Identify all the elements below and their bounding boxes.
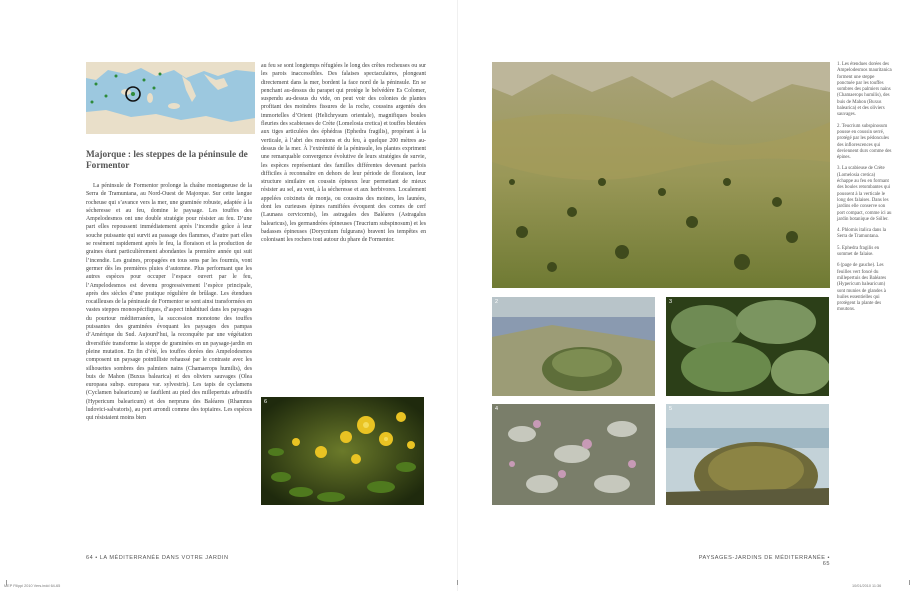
body-paragraph: au feu se sont longtemps réfugiées le long des crêtes rocheuses ou sur les parois inaccessibles. Des falaises spectaculaires, plongeant directement dans la mer, bordent la face nord de la péninsule. En se penchant au-dessus du parapet qui protège le belvédère Es Colomer, suspendu au-dessus du vide, on peut voir des colonies de plantes profitant des moindres fissures de la roche, coussins argentés des immortelles d’Orient (Helichrysum orientale), magnifiques boules fleuries des scabieuses de Crète (Lomelosia cretica) et touffes bleutées aux tiges articulées des éphédras (Ephedra fragilis), propérant à la verticale, à l’abri des moutons et du feu, à quelque 200 mètres au-dessus de la mer. À l’extrémité de la péninsule, les plantes expriment une remarquable convergence évolutive de leurs stratégies de survie, les espèces représentant des familles différentes devenant parfois difficiles à reconnaître en dehors de leur période de floraison, leur structure similaire en coussin épineux leur permettant de mieux résister au sel, au vent, à la sécheresse et aux herbivores. Localement appelées coixinets de monja, ou coussins des moines, les launées, dont les curieuses épines ramifiées évoquent des cornes de cerf (Launaea cervicornis), les astragales des Baléares (Astragalus balearicus), les germandrées épineuses (Teucrium subspinosum) et les badasses épineuses (Dorycnium fulgurans) bravent les tempêtes en colonisant les rochers tout autour du phare de Formentor.: [261, 63, 426, 244]
photo-number: 4: [495, 406, 499, 412]
captions-column: [837, 62, 892, 319]
crop-mark: [909, 580, 915, 585]
photo-number: 5: [669, 406, 673, 412]
photo-number: 2: [495, 299, 499, 305]
body-paragraph: La péninsule de Formentor prolonge la chaîne montagneuse de la Serra de Tramuntana, au Nord-Ouest de Majorque. Sur cette langue rocheuse qui s’avance vers la mer, une graminée robuste, adaptée à la sécheresse et au feu, domine le paysage. Les touffes des Ampelodesmos ont une double stratégie pour résister au feu. D’une part elles repoussent immédiatement après l’incendie grâce à leur souche puissante qui survit au passage des flammes, d’autre part elles se resèment rapidement après le feu, la floraison et la production de graines étant particulièrement abondantes la première année qui suit l’incendie. Les graines, propagées en tous sens par les fourmis, vont germer dès les premières pluies d’automne. Plus performant que les autres espèces pour occuper l’espace ouvert par le feu, l’Ampelodesmos est devenu progressivement l’espèce principale, après des siècles d’une pratique régulière de brûlage. Les étendues rocailleuses de la péninsule de Formentor se sont ainsi transformées en vastes steppes monospécifiques, d’aspect inhabituel dans les paysages du pourtour méditerranéen, la succession monotone des touffes puissantes des graminées évoquant les paysages des pampas d’Amérique du Sud. Aujourd’hui, la reconquête par une végétation diversifiée transforme la steppe de graminées en un paysage-jardin en pleine mutation. En fin d’été, les touffes dorées des Ampelodesmos composent un paysage pointilliste rehaussé par le contraste avec les silhouettes sombres des palmiers nains (Chamaerops humilis), des buis de Mahon (Buxus balearica) et des oliviers sauvages (Olea europaea subsp. europaea var. sylvestris). Les tapis de cyclamens (Cyclamen balearicum) se faufilent au pied des millepertuis arbustifs (Hypericum balearicum) et des nerpruns des Baléares (Rhamnus ludovici-salvatoris), au port arrondi comme des topiaires. Les espèces qui résistaient moins bien: [86, 183, 252, 422]
caption: 1. Les étendues dorées des Ampelodesmos mauritanica forment une steppe ponctuée par les touffes sombres des palmiers nains (Chamaerops humilis), des buis de Mahon (Buxus balearica) et des oliviers sauvages.: [837, 62, 892, 118]
crop-mark: [457, 580, 463, 585]
photo-formentor-steppe: [492, 62, 830, 288]
photo-teucrium-cushion: [492, 297, 655, 396]
caption: 6 (page de gauche). Les feuilles vert foncé du millepertuis des Baléares (Hypericum balearicum) sont munies de glandes à huiles essentielles qui protègent la plante des moutons.: [837, 263, 887, 313]
photo-hypericum-flower: [261, 397, 424, 505]
caption: 5. Ephedra fragilis en sommet de falaise.: [837, 245, 880, 258]
mediterranean-map-graphic: [86, 62, 255, 134]
section-heading: Majorque : les steppes de la péninsule de Formentor: [86, 150, 248, 172]
body-column-2: [261, 62, 426, 245]
footer-left: 64 • LA MÉDITERRANÉE DANS VOTRE JARDIN: [86, 555, 229, 561]
page-gutter: [457, 0, 458, 591]
photo-ephedra-fragilis: [666, 404, 829, 505]
slug-right: 10/01/2010 11:36: [852, 584, 882, 588]
photo-number: 3: [669, 299, 673, 305]
caption: 3. La scabieuse de Crète (Lomelosia cretica) échappe au feu en formant des boules retombantes qui poussent à la verticale le long des falaises. Dans les jardins elle conserve son port compact, comme ici au jardin botanique de Sóller.: [837, 166, 892, 222]
photo-phlomis-italica: [492, 404, 655, 505]
photo-number: 6: [264, 399, 268, 405]
locator-map: [86, 62, 255, 134]
body-column-1: [86, 182, 252, 423]
caption: 4. Phlomis italica dans la Serra de Tramuntana.: [837, 228, 887, 240]
photo-lomelosia-cretica: [666, 297, 829, 396]
slug-left: MEP Filippi 2010 Vers.indd 64-65: [4, 584, 61, 588]
footer-right: PAYSAGES-JARDINS DE MÉDITERRANÉE • 65: [698, 555, 830, 567]
caption: 2. Teucrium subspinosum pousse en coussin serré, protégé par les pédoncules des inflorescences qui deviennent durs comme des épines.: [837, 123, 892, 161]
